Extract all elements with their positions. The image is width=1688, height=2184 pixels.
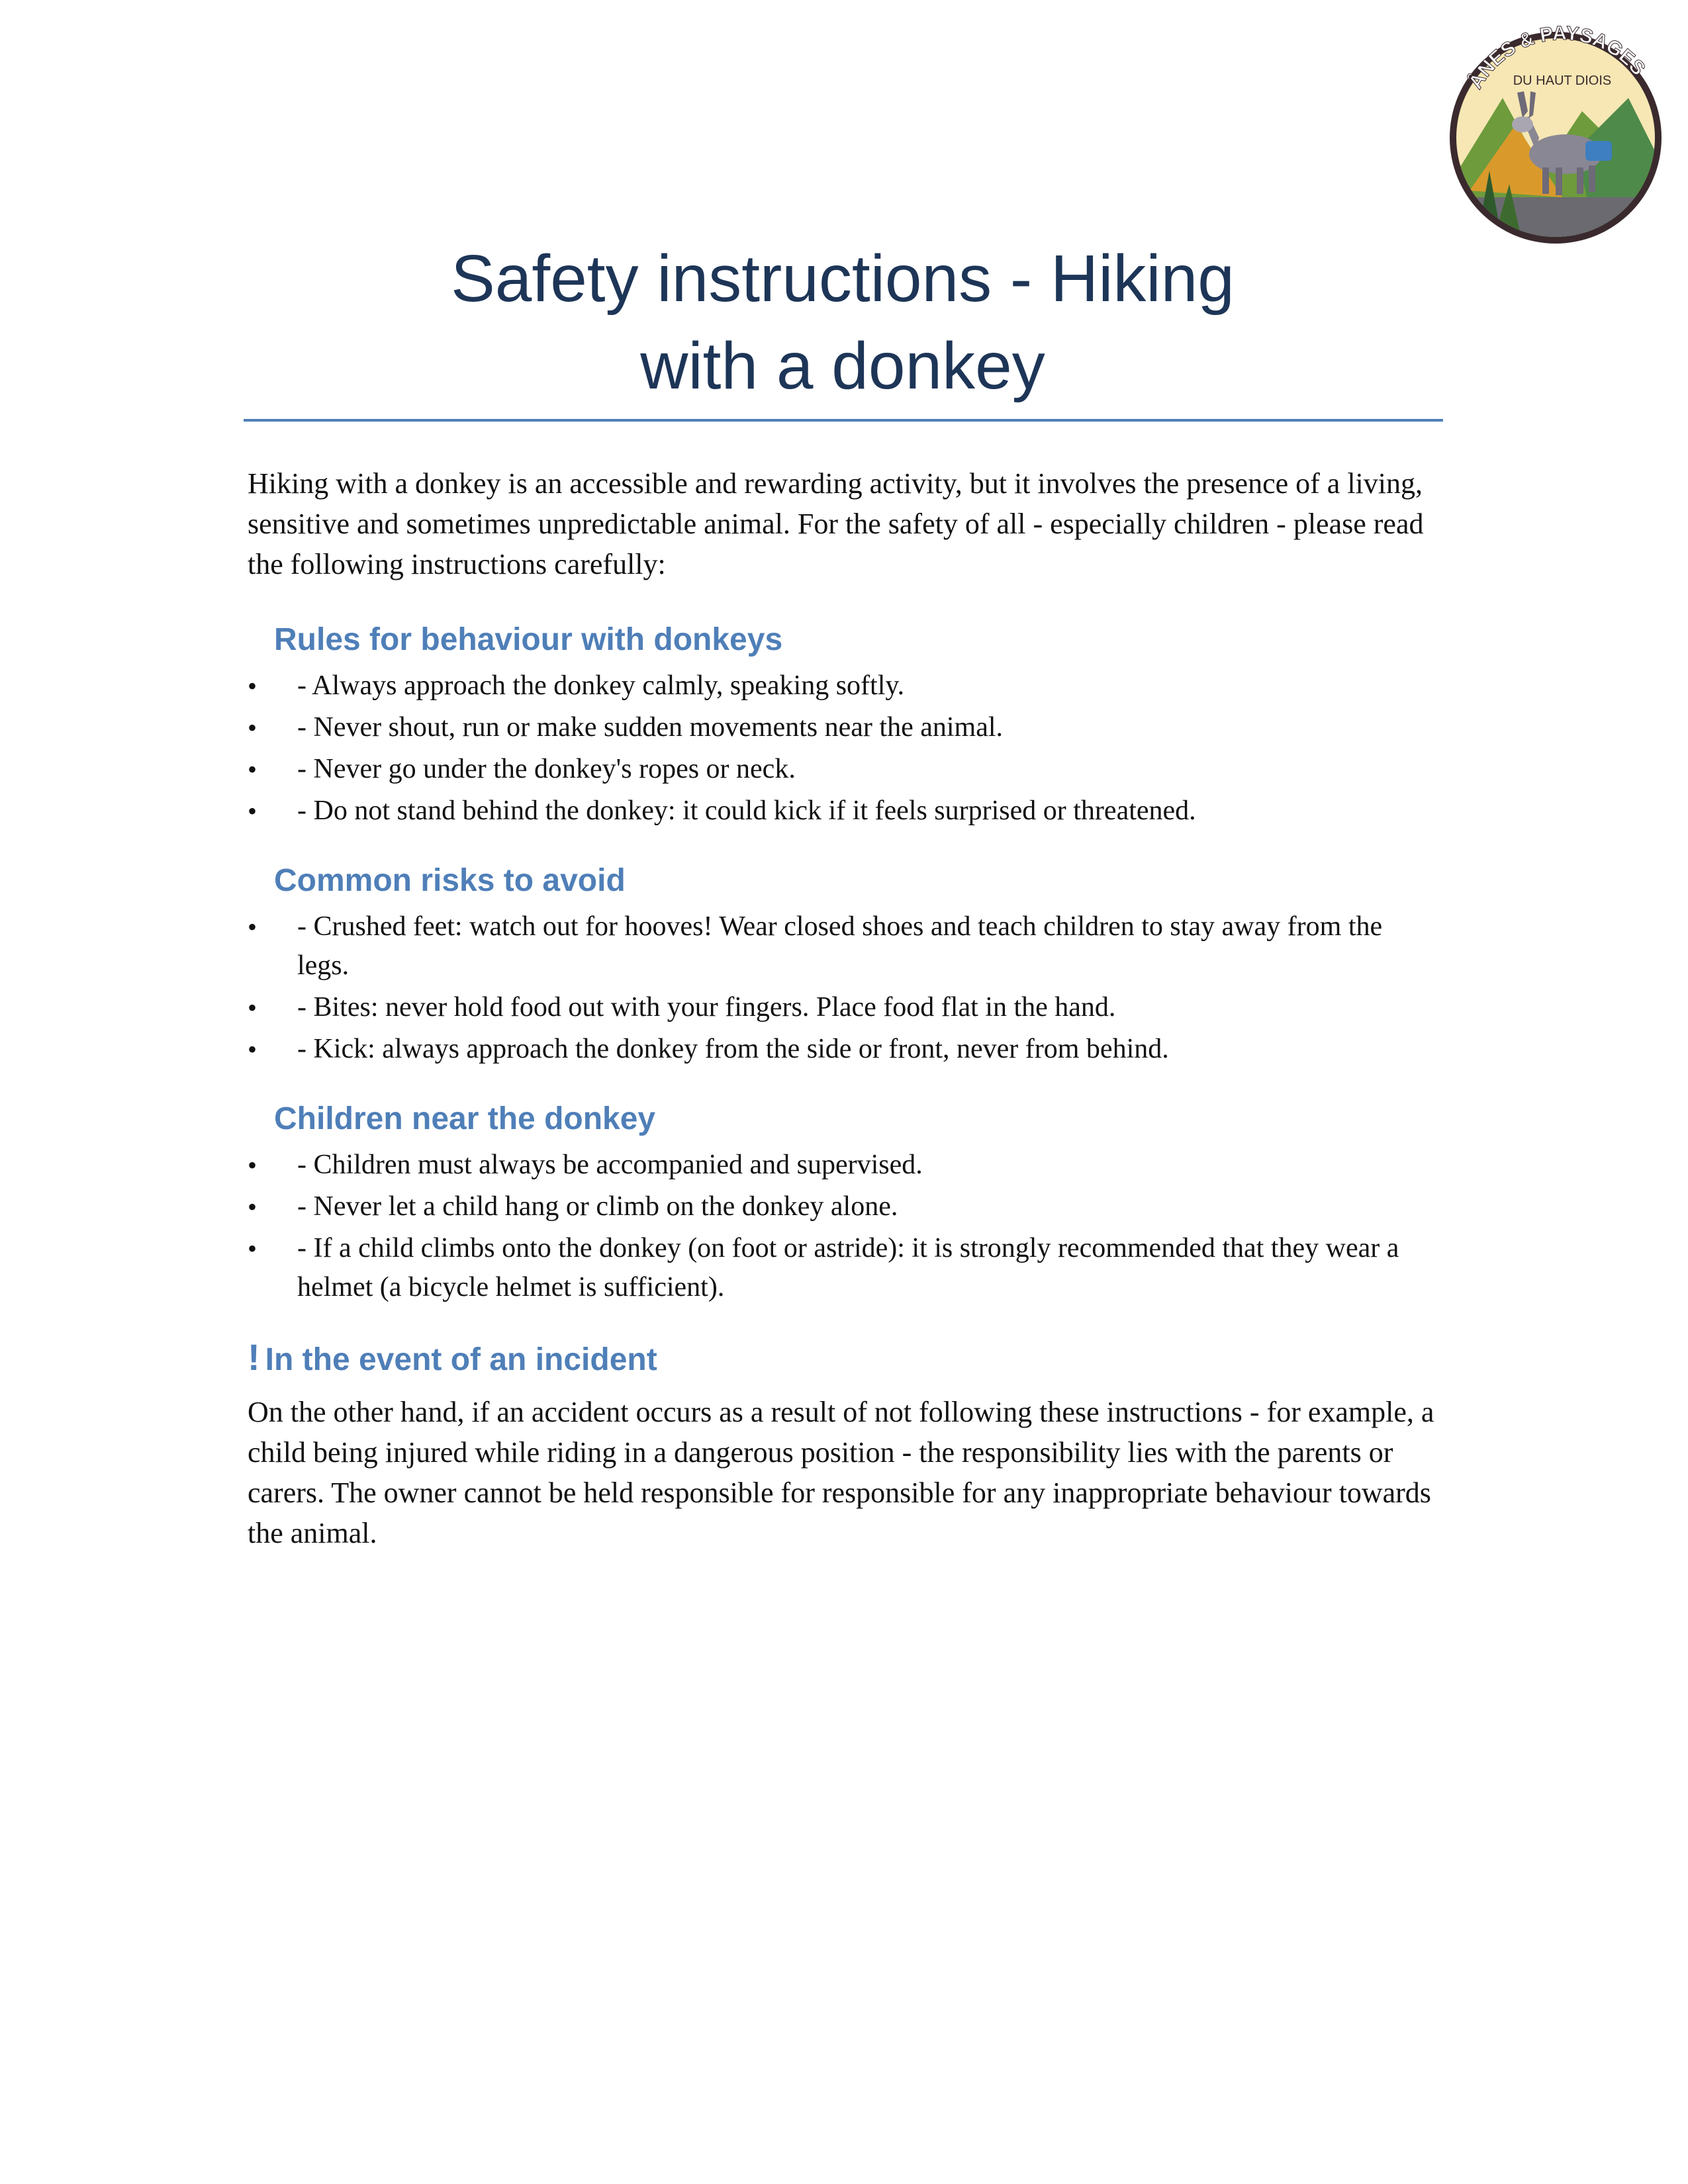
section-heading-children: Children near the donkey <box>274 1101 656 1136</box>
logo-brand-subtitle: DU HAUT DIOIS <box>1513 73 1612 88</box>
section-heading-rules: Rules for behaviour with donkeys <box>274 622 783 657</box>
page-title-line-2: with a donkey <box>640 329 1045 403</box>
logo-brand-name: ÂNES & PAYSAGES <box>1464 22 1650 93</box>
children-list <box>248 1146 1439 1307</box>
bullet-icon: • <box>248 1150 258 1180</box>
intro-paragraph: Hiking with a donkey is an accessible and rewarding activity, but it involves the presence of a living, sensitive and sometimes unpredictable animal. For the safety of all - especially children - please read the following instructions carefully: <box>248 467 1424 580</box>
section-heading-risks: Common risks to avoid <box>274 863 626 898</box>
section-heading-incident: ! In the event of an incident <box>248 1336 657 1378</box>
bullet-icon: • <box>248 912 258 942</box>
page-title-line-1: Safety instructions - Hiking <box>451 242 1235 316</box>
incident-paragraph: On the other hand, if an accident occurs as a result of not following these instructions - for example, a child being injured while riding in a dangerous position - the responsibility lies with the parents or carers. The owner cannot be held responsible for responsible for any inappropriate behaviour towards the animal. <box>248 1396 1434 1549</box>
list-item: • - Children must always be accompanied and supervised. <box>248 1146 1439 1185</box>
list-item: • - If a child climbs onto the donkey (on foot or astride): it is strongly recommended that they wear a helmet (a bicycle helmet is sufficient). <box>248 1229 1439 1307</box>
exclamation-icon: ! <box>248 1336 260 1378</box>
bullet-icon: • <box>248 713 258 743</box>
list-item: • - Never shout, run or make sudden movements near the animal. <box>248 708 1439 747</box>
list-item: • - Never go under the donkey's ropes or neck. <box>248 750 1439 789</box>
list-item: • - Never let a child hang or climb on the donkey alone. <box>248 1187 1439 1226</box>
list-item: • - Always approach the donkey calmly, speaking softly. <box>248 666 1439 705</box>
list-item: • - Bites: never hold food out with your fingers. Place food flat in the hand. <box>248 988 1439 1027</box>
title-divider <box>244 419 1443 422</box>
bullet-icon: • <box>248 796 258 826</box>
donkey-mountain-logo <box>1430 19 1681 247</box>
bullet-icon: • <box>248 754 258 784</box>
risks-list <box>248 907 1439 1069</box>
bullet-icon: • <box>248 1192 258 1222</box>
document-body <box>248 463 1439 1553</box>
bullet-icon: • <box>248 1034 258 1064</box>
rules-list <box>248 666 1439 831</box>
list-item: • - Do not stand behind the donkey: it could kick if it feels surprised or threatened. <box>248 792 1439 831</box>
list-item: • - Kick: always approach the donkey from the side or front, never from behind. <box>248 1030 1439 1069</box>
bullet-icon: • <box>248 993 258 1023</box>
page-title <box>244 235 1442 410</box>
list-item: • - Crushed feet: watch out for hooves! Wear closed shoes and teach children to stay away from the legs. <box>248 907 1439 985</box>
bullet-icon: • <box>248 671 258 701</box>
bullet-icon: • <box>248 1234 258 1263</box>
